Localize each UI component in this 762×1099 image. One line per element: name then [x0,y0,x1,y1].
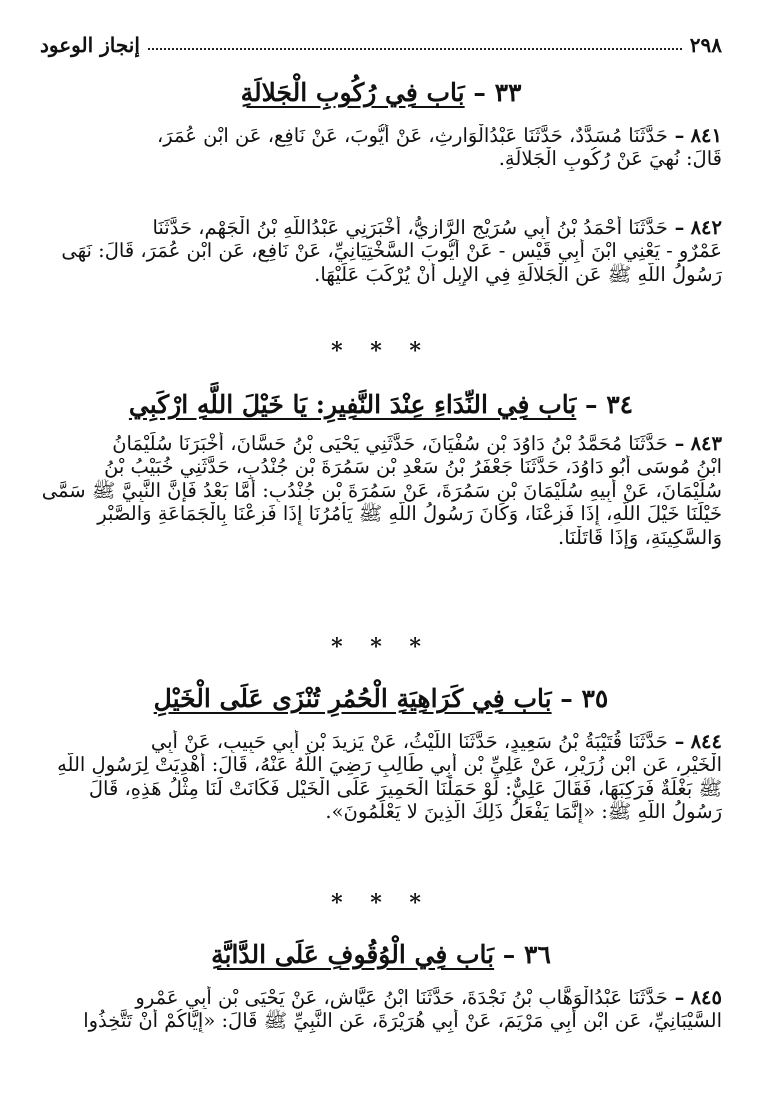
page-number: ٢٩٨ [689,33,722,57]
chapter-heading-35: ٣٥ – بَاب فِي كَرَاهِيَةِ الْحُمُرِ تُنْزَى عَلَى الْخَيْلِ [153,684,609,713]
chapter-number: ٣٣ [494,78,522,107]
hadith-number: ٨٤٣ [690,432,722,455]
chapter-number: ٣٥ [581,684,609,713]
hadith-845 [40,986,722,1033]
chapter-heading-36: ٣٦ – بَاب فِي الْوُقُوفِ عَلَى الدَّابَّةِ [211,940,551,969]
hadith-text: حَدَّثَنَا مُحَمَّدُ بْنُ دَاوُدَ بْنِ سُفْيَانَ، حَدَّثَنِي يَحْيَى بْنُ حَسَّانَ، أَخْبَرَنَا سُلَيْمَانُ [112,432,668,455]
hadith-number: ٨٤١ [690,124,722,147]
hadith-line: رَسُولُ اللَّهِ ﷺ عَنِ الْجَلالَةِ فِي الإِبِلِ أَنْ يُرْكَبَ عَلَيْهَا. [314,262,722,286]
hadith-844 [40,730,722,824]
hadith-number: ٨٤٤ [690,730,722,753]
hadith-842 [40,216,722,286]
section-divider-stars: * * * [331,338,431,364]
chapter-number: ٣٦ [524,940,551,969]
section-divider-stars: * * * [331,634,431,660]
hadith-line: الْخَيْرِ، عَنِ ابْنِ زُرَيْرٍ، عَنْ عَلِيِّ بْنِ أَبِي طَالِبٍ رَضِيَ اللَّهُ عَنْهُ، قَالَ: أُهْدِيَتْ لِرَسُولِ اللَّهِ [57,753,722,777]
hadith-line: ﷺ بَغْلَةٌ فَرَكِبَهَا، فَقَالَ عَلِيٌّ: لَوْ حَمَلْنَا الْحَمِيرَ عَلَى الْخَيْلِ فَكَانَتْ لَنَا مِثْلُ هَذِهِ، قَالَ [88,776,722,800]
hadith-843 [40,432,722,549]
running-header [40,28,722,62]
hadith-line: عَمْرٌو - يَعْنِي ابْنَ أَبِي قَيْسٍ - عَنْ أَيُّوبَ السَّخْتِيَانِيِّ، عَنْ نَافِعٍ، عَنِ ابْنِ عُمَرَ، قَالَ: نَهَى [61,239,722,263]
hadith-line: سُلَيْمَانَ، عَنْ أَبِيهِ سُلَيْمَانَ بْنِ سَمُرَةَ، عَنْ سَمُرَةَ بْنِ جُنْدُبٍ: أَمَّا بَعْدُ فَإِنَّ النَّبِيَّ ﷺ سَمَّى [41,478,722,502]
hadith-text: حَدَّثَنَا أَحْمَدُ بْنُ أَبِي سُرَيْجٍ الرَّازِيُّ، أَخْبَرَنِي عَبْدُاللَّهِ بْنُ الْجَهْمِ، حَدَّثَنَا [152,216,668,239]
hadith-line: ابْنُ مُوسَى أَبُو دَاوُدَ، حَدَّثَنَا جَعْفَرُ بْنُ سَعْدِ بْنِ سَمُرَةَ بْنِ جُنْدُبٍ، حَدَّثَنِي خُبَيْبُ بْنُ [104,455,722,479]
hadith-line: ٨٤٤ – حَدَّثَنَا قُتَيْبَةُ بْنُ سَعِيدٍ، حَدَّثَنَا اللَّيْثُ، عَنْ يَزِيدَ بْنِ أَبِي حَبِيبٍ، عَنْ أَبِي [150,730,722,753]
hadith-number: ٨٤٥ [690,986,722,1009]
chapter-title: بَاب فِي رُكُوبِ الْجَلالَةِ [240,78,465,107]
chapter-heading-34: ٣٤ – بَاب فِي النِّدَاءِ عِنْدَ النَّفِيرِ: يَا خَيْلَ اللَّهِ ارْكَبِي [128,390,634,419]
book-page [40,0,722,1099]
hadith-line: خَيْلَنَا خَيْلَ اللَّهِ، إِذَا فَزِعْنَا، وَكَانَ رَسُولُ اللَّهِ ﷺ يَأْمُرُنَا إِذَا فَزِعْنَا بِالْجَمَاعَةِ وَالصَّبْرِ [97,502,722,526]
chapter-heading-33: ٣٣ – بَاب فِي رُكُوبِ الْجَلالَةِ [240,78,522,107]
hadith-841 [40,124,722,171]
hadith-text: حَدَّثَنَا عَبْدُالْوَهَّابِ بْنُ نَجْدَةَ، حَدَّثَنَا ابْنُ عَيَّاشٍ، عَنْ يَحْيَى بْنِ أَبِي عَمْرٍو [135,986,668,1009]
header-leader-dots [148,48,682,50]
hadith-line: رَسُولُ اللَّهِ ﷺ: «إِنَّمَا يَفْعَلُ ذَلِكَ الَّذِينَ لا يَعْلَمُونَ». [325,800,722,824]
hadith-line: ٨٤١ – حَدَّثَنَا مُسَدَّدٌ، حَدَّثَنَا عَبْدُالْوَارِثِ، عَنْ أَيُّوبَ، عَنْ نَافِعٍ، عَنِ ابْنِ عُمَرَ، [157,124,722,147]
book-title: إنجاز الوعود [40,33,140,57]
hadith-text: حَدَّثَنَا مُسَدَّدٌ، حَدَّثَنَا عَبْدُالْوَارِثِ، عَنْ أَيُّوبَ، عَنْ نَافِعٍ، عَنِ ابْنِ عُمَرَ، [157,124,668,147]
hadith-line: ٨٤٥ – حَدَّثَنَا عَبْدُالْوَهَّابِ بْنُ نَجْدَةَ، حَدَّثَنَا ابْنُ عَيَّاشٍ، عَنْ يَحْيَى بْنِ أَبِي عَمْرٍو [135,986,722,1009]
hadith-line: وَالسَّكِينَةِ، وَإِذَا قَاتَلْنَا. [558,525,722,549]
hadith-line: السَّيْبَانِيِّ، عَنِ ابْنِ أَبِي مَرْيَمَ، عَنْ أَبِي هُرَيْرَةَ، عَنِ النَّبِيِّ ﷺ قَالَ: «إِيَّاكُمْ أَنْ تَتَّخِذُوا [83,1009,722,1033]
hadith-line: قَالَ: نُهِيَ عَنْ رُكُوبِ الْجَلالَةِ. [498,147,722,171]
hadith-number: ٨٤٢ [690,216,722,239]
chapter-title: بَاب فِي النِّدَاءِ عِنْدَ النَّفِيرِ: يَا خَيْلَ اللَّهِ ارْكَبِي [128,390,577,419]
hadith-text: حَدَّثَنَا قُتَيْبَةُ بْنُ سَعِيدٍ، حَدَّثَنَا اللَّيْثُ، عَنْ يَزِيدَ بْنِ أَبِي حَبِيبٍ، عَنْ أَبِي [150,730,668,753]
chapter-number: ٣٤ [606,390,634,419]
section-divider-stars: * * * [331,890,431,916]
chapter-title: بَاب فِي كَرَاهِيَةِ الْحُمُرِ تُنْزَى عَلَى الْخَيْلِ [153,684,552,713]
chapter-title: بَاب فِي الْوُقُوفِ عَلَى الدَّابَّةِ [211,940,495,969]
hadith-line: ٨٤٢ – حَدَّثَنَا أَحْمَدُ بْنُ أَبِي سُرَيْجٍ الرَّازِيُّ، أَخْبَرَنِي عَبْدُاللَّهِ بْنُ الْجَهْمِ، حَدَّثَنَا [152,216,722,239]
hadith-line: ٨٤٣ – حَدَّثَنَا مُحَمَّدُ بْنُ دَاوُدَ بْنِ سُفْيَانَ، حَدَّثَنِي يَحْيَى بْنُ حَسَّانَ، أَخْبَرَنَا سُلَيْمَانُ [112,432,722,455]
